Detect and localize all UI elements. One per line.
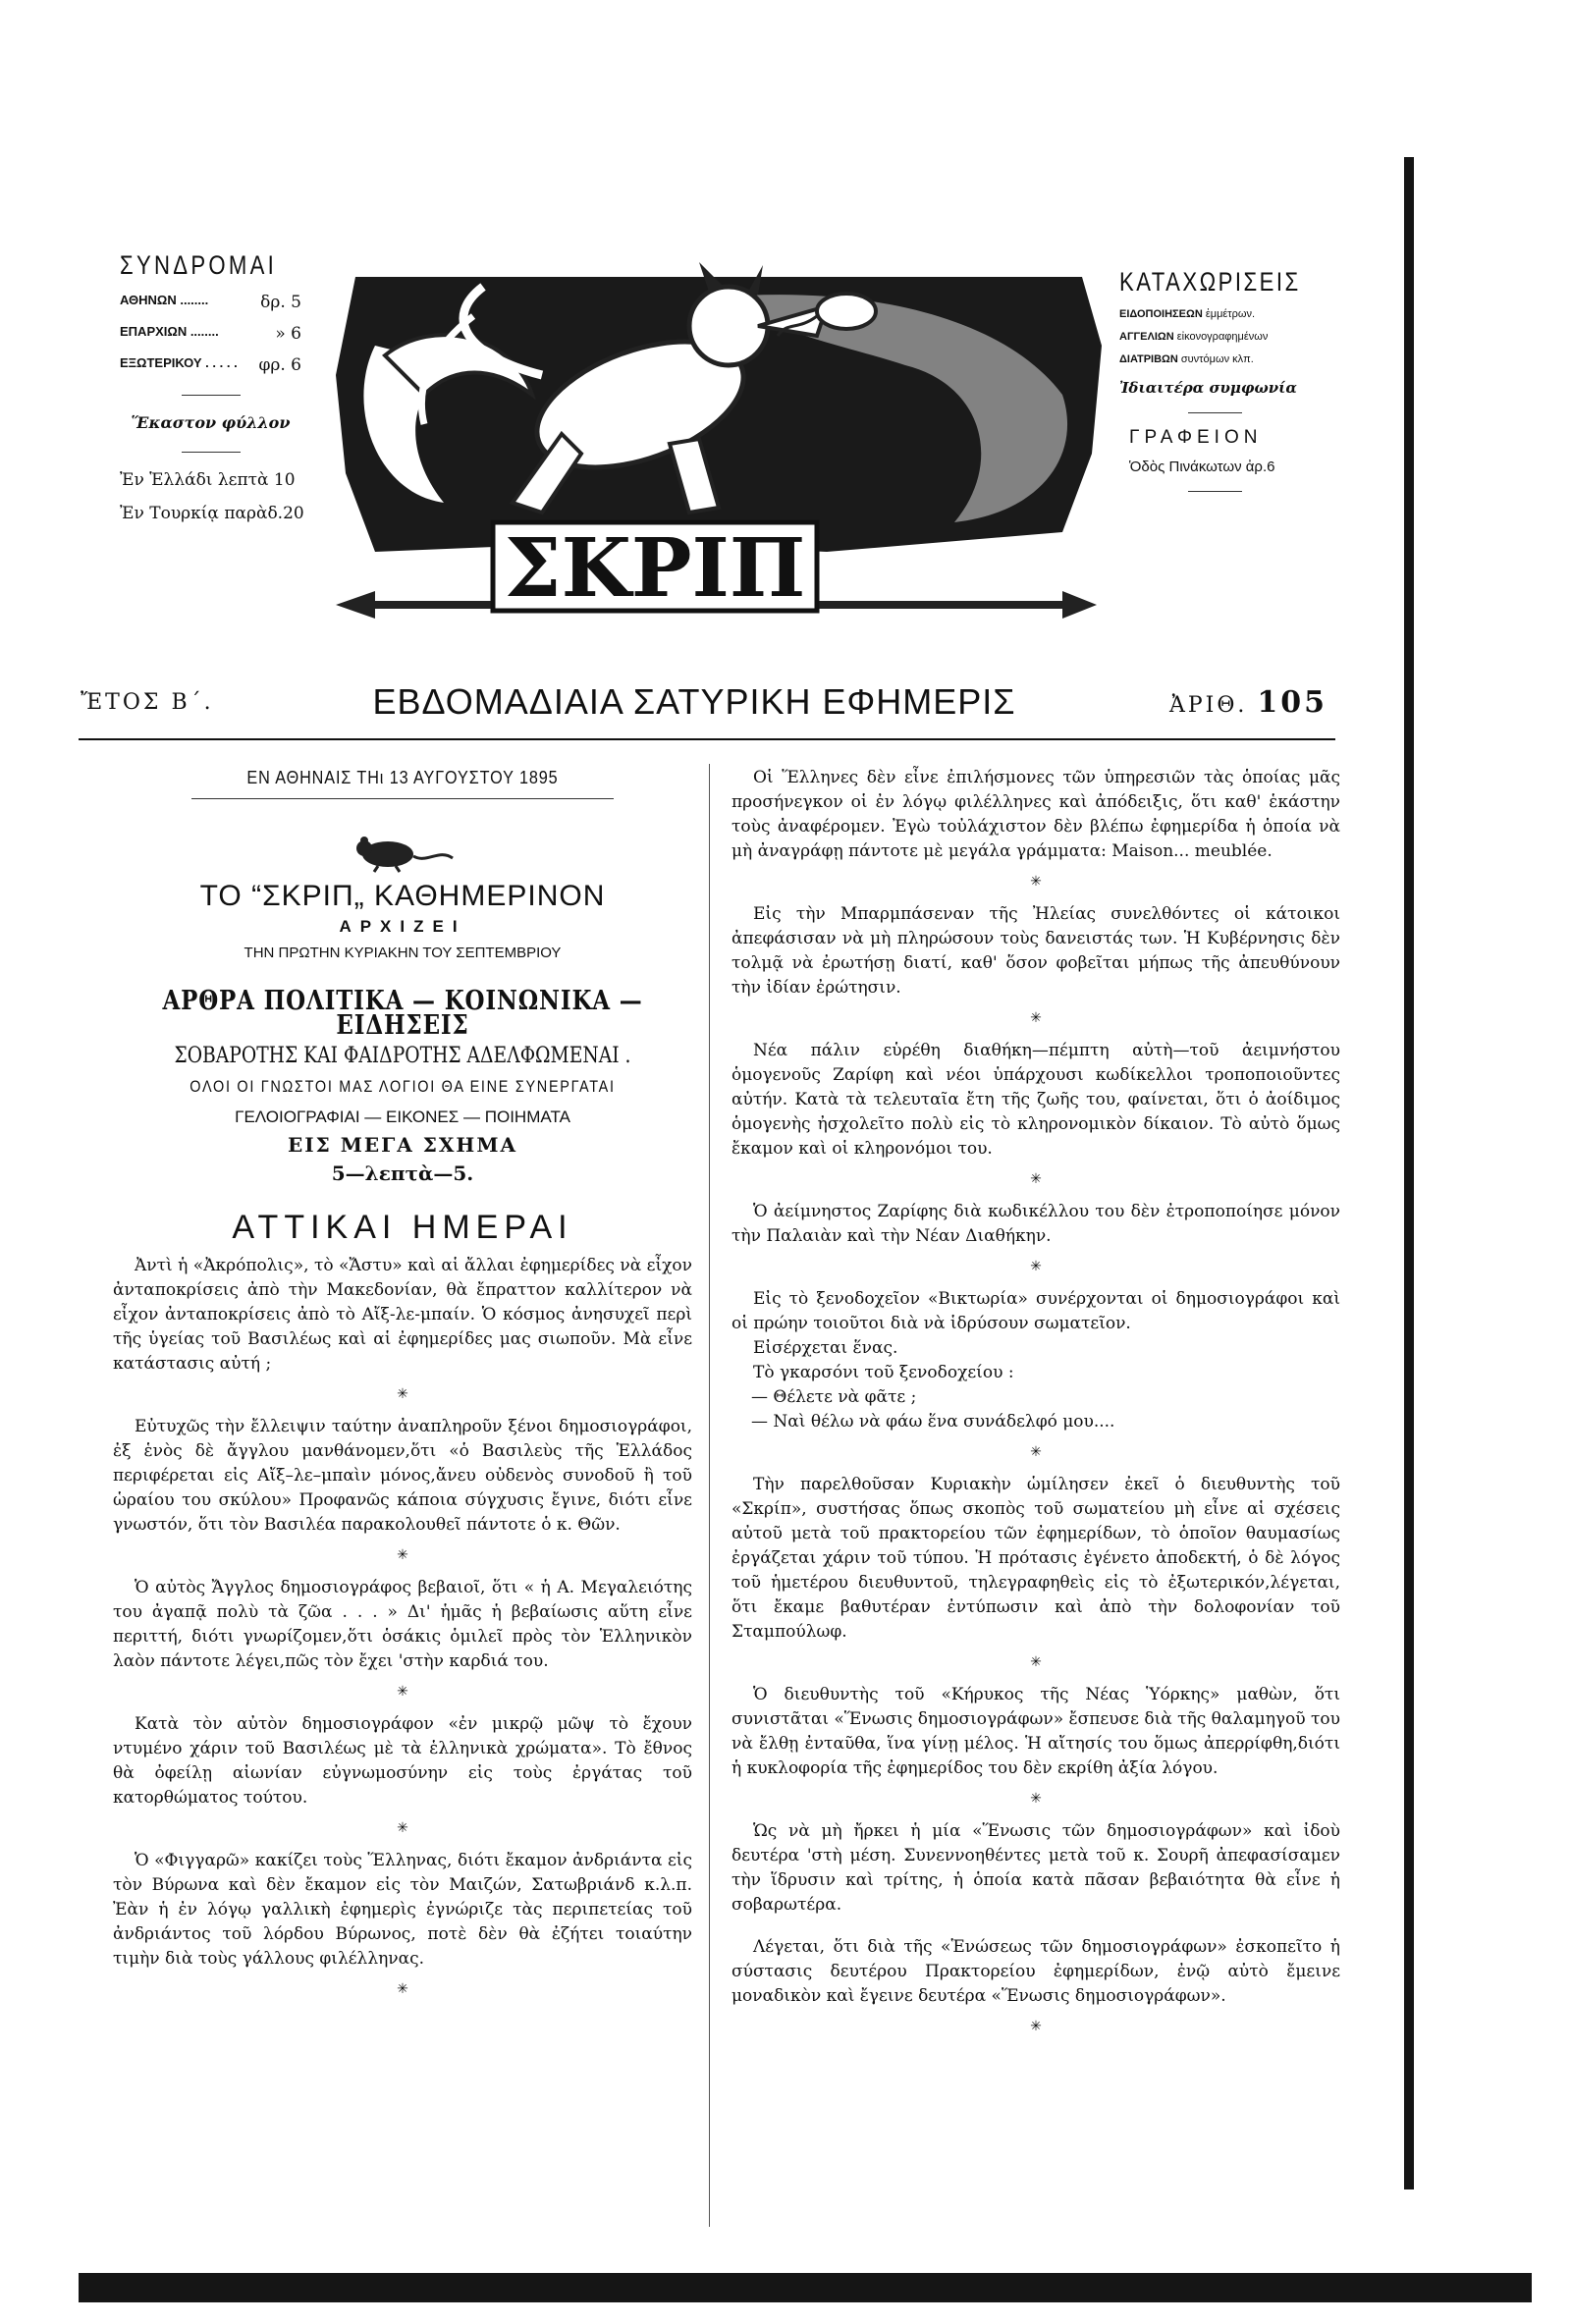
mouse-icon (349, 829, 457, 874)
article-paragraph: Ὁ ἀείμνηστος Ζαρίφης διὰ κωδικέλλου του δὲν ἐτροποποίησε μόνον τὴν Παλαιὰν καὶ τὴν Νέαν Διαθήκην. (731, 1202, 1340, 1246)
article-paragraph: Ἀντὶ ἡ «Ἀκρόπολις», τὸ «Ἄστυ» καὶ αἱ ἄλλαι ἐφημερίδες νὰ εἶχον ἀνταποκρίσεις ἀπὸ τὴν Μακεδονίαν, θὰ ἔπραττον καλλίτερον νὰ εἶχον ἀνταποκρίσεις ἀπὸ τὸ Αἴξ-λε-μπαίν. Ὁ κόσμος ἀνησυχεῖ περὶ τῆς ὑγείας τοῦ Βασιλέως καὶ αἱ ἐφημερίδες μας σιωποῦν. Μὰ εἶνε κατάστασις αὐτή ; (113, 1256, 692, 1374)
separator-icon: ✳ (1030, 1444, 1042, 1460)
advertisements-heading: ΚΑΤΑΧΩΡΙΣΕΙΣ (1119, 267, 1301, 297)
column-divider (709, 764, 710, 2227)
article-paragraph: Οἱ Ἕλληνες δὲν εἶνε ἐπιλήσμονες τῶν ὑπηρεσιῶν τὰς ὁποίας μᾶς προσήνεγκον οἱ ἐν λόγῳ φιλέλληνες καὶ ἀπόδειξις, ὅτι καθ' ἑκάστην τοὺς ἀναφέρομεν. Ἐγὼ τοὐλάχιστον δὲν βλέπω ἐφημερίδα ἡ ὁποία νὰ μὴ ἀναγράφῃ πάντοτε μὲ μεγάλα γράμματα: Maison... meublée. (731, 768, 1340, 861)
ad-title: ΤΟ “ΣΚΡΙΠ„ ΚΑΘΗΜΕΡΙΝΟΝ (199, 880, 606, 912)
ad-writers: ΟΛΟΙ ΟΙ ΓΝΩΣΤΟΙ ΜΑΣ ΛΟΓΙΟΙ ΘΑ ΕΙΝΕ ΣΥΝΕΡΓΑΤΑΙ (190, 1077, 616, 1096)
advertisements-box (1119, 267, 1326, 506)
bottom-border (79, 2273, 1532, 2302)
office-address: Ὁδὸς Πινάκωτων ἀρ.6 (1129, 459, 1275, 475)
subscription-row: ΑΘΗΝΩΝ ........ δρ. 5 (120, 293, 301, 312)
right-column (731, 766, 1340, 2047)
article-paragraph: Τὴν παρελθοῦσαν Κυριακὴν ὡμίλησεν ἐκεῖ ὁ διευθυντὴς τοῦ «Σκρίπ», συστήσας ὅπως σκοπὸς τοῦ σωματείου μὴ εἶνε αἱ σχέσεις αὐτοῦ μετὰ τοῦ πρακτορείου τῶν ἐφημερίδων, τὸ ὁποῖον θαυμασίως ἐργάζεται χάριν τοῦ τύπου. Ἡ πρότασις ἐγένετο ἀποδεκτή, ὁ δὲ λόγος τοῦ ἡμετέρου διευθυντοῦ, τηλεγραφηθεὶς εἰς τὸ ἐξωτερικόν,λέγεται, ὅτι ἔκαμε βαθυτέραν ἐντύπωσιν καὶ ἀπὸ τὴν δολοφονίαν τοῦ Σταμπούλωφ. (731, 1475, 1340, 1642)
year-label: ἜΤΟΣ Β΄. (81, 689, 214, 715)
ad-tagline: ΣΟΒΑΡΟΤΗΣ ΚΑΙ ΦΑΙΔΡΟΤΗΣ ΑΔΕΛΦΩΜΕΝΑΙ . (174, 1044, 631, 1068)
dialogue-line: — Ναὶ θέλω νὰ φάω ἕνα συνάδελφό μου.... (751, 1412, 1115, 1432)
ad-features: ΓΕΛΟΙΟΓΡΑΦΙΑΙ — ΕΙΚΟΝΕΣ — ΠΟΙΗΜΑΤΑ (235, 1108, 570, 1126)
paper-subtitle: ΕΒΔΟΜΑΔΙΑΙΑ ΣΑΤΥΡΙΚΗ ΕΦΗΜΕΡΙΣ (372, 681, 1016, 722)
subscriptions-heading: ΣΥΝΔΡΟΜΑΙ (120, 250, 278, 280)
separator-icon: ✳ (397, 1386, 408, 1402)
subscriptions-box (120, 250, 304, 523)
ad-start-date: ΤΗΝ ΠΡΩΤΗΝ ΚΥΡΙΑΚΗΝ ΤΟΥ ΣΕΠΤΕΜΒΡΙΟΥ (244, 945, 562, 961)
article-paragraph: Ὁ αὐτὸς Ἄγγλος δημοσιογράφος βεβαιοῖ, ὅτι « ἡ Α. Μεγαλειότης του ἀγαπᾷ πολὺ τὰ ζῶα . . . » Δι' ἡμᾶς ἡ βεβαίωσις αὕτη εἶνε περιττή, διότι γνωρίζομεν,ὅτι ὁσάκις ὁμιλεῖ πρὸς τὸν Ἑλληνικὸν λαὸν πάντοτε λέγει,πῶς τὸν ἔχει 'στὴν καρδιά του. (113, 1578, 692, 1671)
divider (182, 452, 241, 453)
separator-icon: ✳ (1030, 874, 1042, 890)
daily-edition-ad (113, 880, 692, 1186)
article-paragraph: Κατὰ τὸν αὐτὸν δημοσιογράφον «ἐν μικρῷ μῶψ τὸ ἔχουν ντυμένο χάριν τοῦ Βασιλέως μὲ τὰ ἑλληνικὰ χρώματα». Τὸ ἔθνος θὰ ὀφείλῃ αἰωνίαν εὐγνωμοσύνην εἰς τοὺς ἐργάτας τοῦ κατορθώματος τούτου. (113, 1714, 692, 1808)
article-paragraph: Λέγεται, ὅτι διὰ τῆς «Ἑνώσεως τῶν δημοσιογράφων» ἐσκοπεῖτο ἡ σύστασις δευτέρου Πρακτορείου ἐφημερίδων, ἐνῷ αὐτὸ ἔμεινε μοναδικὸν καὶ ἔγεινε δευτέρα «Ἕνωσις δημοσιογράφων». (731, 1937, 1340, 2006)
special-agreement: Ἰδιαιτέρα συμφωνία (1119, 379, 1297, 397)
page-edge-shadow (1404, 157, 1414, 2189)
article-paragraph: Νέα πάλιν εὑρέθη διαθήκη—πέμπτη αὐτὴ—τοῦ ἀειμνήστου ὁμογενοῦς Ζαρίφη καὶ νέοι ὑπάρχουσι κωδίκελλοι τροποποιοῦντες αὐτήν. Κατὰ τὰ τελευταῖα ἔτη τῆς ζωῆς του, φαίνεται, ὅτι ὁ ἀοίδιμος ὁμογενὴς ἠσχολεῖτο πολὺ εἰς τὸ κληρονομικὸν δίκαιον. Τὸ αὐτὸ ὅμως ἔκαμον καὶ οἱ κληρονόμοι του. (731, 1041, 1340, 1159)
section-title: ΑΤΤΙΚΑΙ ΗΜΕΡΑΙ (232, 1209, 573, 1246)
turkey-price: Ἐν Τουρκίᾳ παρὰδ.20 (120, 504, 304, 523)
subscription-row: ΕΠΑΡΧΙΩΝ ........ » 6 (120, 324, 301, 344)
divider (191, 798, 614, 799)
masthead-subtitle-bar (81, 677, 1327, 727)
masthead-rule (79, 738, 1335, 740)
office-heading: ΓΡΑΦΕΙΟΝ (1129, 427, 1263, 448)
article-paragraph: Εἰς τὸ ξενοδοχεῖον «Βικτωρία» συνέρχονται οἱ δημοσιογράφοι καὶ οἱ πρώην τοιοῦτοι διὰ νὰ ἱδρύσουν σωματεῖον. (731, 1289, 1340, 1333)
dateline: ΕΝ ΑΘΗΝΑΙΣ ΤΗι 13 ΑΥΓΟΥΣΤΟΥ 1895 (246, 768, 559, 787)
separator-icon: ✳ (397, 1981, 408, 1997)
article-paragraph: Ὡς νὰ μὴ ἤρκει ἡ μία «Ἕνωσις τῶν δημοσιογράφων» καὶ ἰδοὺ δευτέρα 'στὴ μέση. Συνεννοηθέντες μετὰ τοῦ κ. Σουρῆ ἀπεφασίσαμεν τὴν ἵδρυσιν καὶ τρίτης, ἡ ὁποία κατὰ πᾶσαν βεβαιότητα θὰ εἶνε ἡ σοβαρωτέρα. (731, 1821, 1340, 1915)
separator-icon: ✳ (1030, 1654, 1042, 1670)
divider (1188, 491, 1242, 492)
divider (1188, 412, 1242, 413)
separator-icon: ✳ (397, 1547, 408, 1563)
ad-format: ΕΙΣ ΜΕΓΑ ΣΧΗΜΑ (288, 1133, 517, 1157)
logo-lettering (493, 521, 817, 616)
issue-number: ἈΡΙΘ. 105 (1168, 684, 1327, 720)
divider (182, 395, 241, 396)
ad-rate-row: ΕΙΔΟΠΟΙΗΣΕΩΝ ἐμμέτρων. (1119, 308, 1256, 320)
dialogue-line: — Θέλετε νὰ φᾶτε ; (751, 1387, 917, 1407)
separator-icon: ✳ (397, 1684, 408, 1700)
dialogue-intro: Εἰσέρχεται ἕνας. (753, 1338, 898, 1358)
separator-icon: ✳ (1030, 1010, 1042, 1026)
svg-text:ΣΚΡΙΠ: ΣΚΡΙΠ (504, 521, 806, 616)
article-paragraph: Ὁ διευθυντὴς τοῦ «Κήρυκος τῆς Νέας Ὑόρκης» μαθὼν, ὅτι συνιστᾶται «Ἕνωσις δημοσιογράφων» ἔσπευσε διὰ τῆς θαλαμηγοῦ του νὰ ἔλθῃ ἐνταῦθα, ἵνα γίνῃ μέλος. Ἡ αἴτησίς του ὅμως ἀπερρίφθη,διότι ἡ κυκλοφορία τῆς ἐφημερίδος του δὲν εκρίθη ἀξία λόγου. (731, 1685, 1340, 1778)
dialogue-waiter: Τὸ γκαρσόνι τοῦ ξενοδοχείου : (753, 1363, 1014, 1382)
separator-icon: ✳ (1030, 1171, 1042, 1187)
ad-articles: ΑΡΘΡΑ ΠΟΛΙΤΙΚΑ — ΚΟΙΝΩΝΙΚΑ — ΕΙΔΗΣΕΙΣ (162, 986, 643, 1041)
ad-rate-row: ΔΙΑΤΡΙΒΩΝ συντόμων κλπ. (1119, 353, 1254, 365)
article-paragraph: Εὐτυχῶς τὴν ἔλλειψιν ταύτην ἀναπληροῦν ξένοι δημοσιογράφοι, ἐξ ἑνὸς δὲ ἄγγλου μανθάνομεν,ὅτι «ὁ Βασιλεὺς τῆς Ἑλλάδος περιφέρεται εἰς Αἴξ–λε–μπαὶν μόνος,ἄνευ οὐδενὸς συνοδοῦ ἢ τοῦ ὡραίου του σκύλου» Προφανῶς κάποια σύγχυσις ἔγινε, διότι εἶνε γνωστόν, ὅτι τὸν Βασιλέα παρακολουθεῖ πάντοτε ὁ κ. Θῶν. (113, 1417, 692, 1535)
subscription-row: ΕΞΩΤΕΡΙΚΟΥ . . . . . φρ. 6 (120, 355, 301, 375)
ad-price: 5—λεπτὰ—5. (331, 1162, 474, 1185)
separator-icon: ✳ (1030, 2019, 1042, 2034)
article-paragraph: Εἰς τὴν Μπαρμπάσεναν τῆς Ἠλείας συνελθόντες οἱ κάτοικοι ἀπεφάσισαν νὰ μὴ πληρώσουν τοὺς δανειστάς των. Ἡ Κυβέρνησις δὲν τολμᾷ νὰ ἐρωτήσῃ διατί, καθ' ὅσον φοβεῖται μήπως τῆς ἀπευθύνουν τὴν ἰδίαν ἐρώτησιν. (731, 904, 1340, 998)
article-paragraph: Ὁ «Φιγγαρῶ» κακίζει τοὺς Ἕλληνας, διότι ἔκαμον ἀνδριάντα εἰς τὸν Βύρωνα καὶ δὲν ἔκαμον εἰς τὸν Μαιζών, Σατωβριάνδ κ.λ.π. Ἐὰν ἡ ἐν λόγῳ γαλλικὴ ἐφημερὶς ἐγνώριζε τὰς περιπετείας τοῦ ἀνδριάντος τοῦ λόρδου Βύρωνος, ποτὲ δὲν θὰ ἐζήτει τοιαύτην τιμὴν διὰ τοὺς γάλλους φιλέλληνας. (113, 1851, 692, 1969)
separator-icon: ✳ (1030, 1791, 1042, 1807)
masthead-illustration (316, 257, 1116, 638)
separator-icon: ✳ (1030, 1259, 1042, 1274)
ad-rate-row: ΑΓΓΕΛΙΩΝ εἰκονογραφημένων (1119, 331, 1269, 343)
ad-begins: ΑΡΧΙΖΕΙ (339, 917, 466, 936)
greece-price: Ἐν Ἑλλάδι λεπτὰ 10 (120, 470, 296, 490)
left-column (113, 766, 692, 2010)
each-sheet-label: Ἕκαστον φύλλον (131, 413, 291, 432)
separator-icon: ✳ (397, 1820, 408, 1836)
